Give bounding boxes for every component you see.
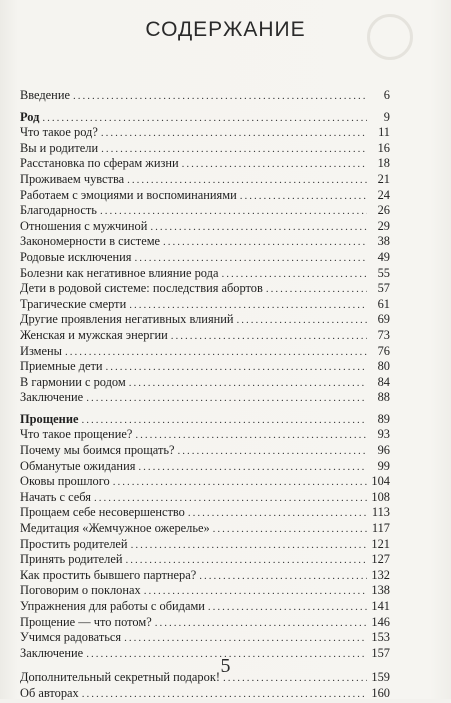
toc-entry-title: Расстановка по сферам жизни: [20, 156, 179, 171]
toc-entry-page: 57: [377, 281, 390, 296]
toc-entry[interactable]: [20, 359, 390, 375]
page-number: 5: [220, 655, 231, 677]
toc-entry-page: 49: [377, 249, 390, 264]
toc-entry-page: 69: [377, 312, 390, 327]
toc-entry[interactable]: [20, 156, 390, 172]
dot-leader: [125, 553, 367, 569]
toc-entry-title: Об авторах: [20, 685, 79, 700]
toc-entry-title: Болезни как негативное влияние рода: [20, 265, 219, 280]
dot-leader: [81, 413, 367, 429]
toc-entry-page: 108: [371, 489, 390, 504]
dot-leader: [65, 345, 367, 361]
toc-entry[interactable]: [20, 328, 390, 344]
toc-entry-title: Род: [20, 109, 40, 124]
toc-entry-page: 24: [377, 187, 390, 202]
toc-entry-page: 93: [377, 427, 390, 442]
toc-entry-page: 9: [383, 109, 390, 124]
toc-entry-title: Другие проявления негативных влияний: [20, 312, 234, 327]
dot-leader: [155, 616, 367, 632]
toc-entry[interactable]: [20, 521, 390, 537]
toc-entry[interactable]: [20, 599, 390, 615]
toc-entry-page: 73: [377, 327, 390, 342]
dot-leader: [163, 235, 367, 251]
toc-entry-title: Что такое род?: [20, 125, 98, 140]
toc-entry-page: 146: [371, 614, 390, 629]
toc-entry[interactable]: [20, 234, 390, 250]
page-title: СОДЕРЖАНИЕ: [145, 18, 306, 41]
toc-entry-title: Отношения с мужчиной: [20, 218, 148, 233]
toc-entry-title: Медитация «Жемчужное ожерелье»: [20, 521, 210, 536]
toc-entry-page: 99: [377, 458, 390, 473]
toc-entry-title: Как простить бывшего партнера?: [20, 567, 197, 582]
dot-leader: [42, 111, 367, 127]
toc-entry-title: Работаем с эмоциями и воспоминаниями: [20, 187, 237, 202]
toc-entry-title: Поговорим о поклонах: [20, 583, 141, 598]
dot-leader: [82, 687, 367, 703]
toc-entry-title: Упражнения для работы с обидами: [20, 599, 205, 613]
toc-entry-page: 160: [371, 685, 390, 700]
dot-leader: [144, 584, 367, 600]
toc-entry-page: 132: [371, 567, 390, 582]
dot-leader: [208, 600, 367, 616]
toc-entry-page: 16: [377, 140, 390, 155]
toc-entry[interactable]: [20, 297, 390, 313]
toc-entry[interactable]: [20, 125, 390, 141]
toc-entry-page: 76: [377, 343, 390, 358]
toc-entry-title: Дети в родовой системе: последствия абортов: [20, 281, 263, 296]
dot-leader: [135, 251, 367, 267]
toc-entry[interactable]: [20, 615, 390, 631]
toc-entry-page: 153: [371, 630, 390, 645]
dot-leader: [221, 267, 367, 283]
toc-entry-page: 104: [371, 474, 390, 489]
toc-entry[interactable]: [20, 375, 390, 391]
toc-entry-page: 117: [371, 521, 390, 536]
toc-section-heading[interactable]: [20, 412, 390, 428]
dot-leader: [171, 329, 367, 345]
toc-entry-title: Дополнительный секретный подарок!: [20, 670, 220, 685]
toc-entry[interactable]: [20, 459, 390, 475]
dot-leader: [94, 491, 367, 507]
toc-entry-title: Трагические смерти: [20, 296, 127, 311]
toc-entry-title: Проживаем чувства: [20, 171, 125, 186]
toc-entry-title: Закономерности в системе: [20, 234, 161, 249]
toc-entry-page: 55: [377, 265, 390, 280]
toc-entry[interactable]: [20, 505, 390, 521]
toc-entry-page: 159: [371, 670, 390, 685]
dot-leader: [138, 460, 367, 476]
toc-entry[interactable]: [20, 141, 390, 157]
toc-entry[interactable]: [20, 219, 390, 235]
dot-leader: [240, 189, 367, 205]
dot-leader: [135, 428, 367, 444]
dot-leader: [113, 475, 367, 491]
toc-entry-title: Введение: [20, 88, 70, 102]
toc-entry-title: Простить родителей: [20, 536, 128, 551]
dot-leader: [124, 631, 367, 647]
toc-entry-page: 96: [377, 443, 390, 458]
toc-entry[interactable]: [20, 203, 390, 219]
toc-entry-page: 61: [377, 296, 390, 311]
toc-entry-title: Родовые исключения: [20, 249, 132, 264]
toc-entry-page: 38: [377, 234, 390, 249]
toc-entry-page: 89: [377, 411, 390, 426]
toc-entry[interactable]: [20, 552, 390, 568]
toc-entry[interactable]: [20, 312, 390, 328]
toc-entry[interactable]: [20, 537, 390, 553]
toc-entry[interactable]: [20, 443, 390, 459]
toc-entry-title: Заключение: [20, 645, 84, 660]
toc-entry[interactable]: [20, 250, 390, 266]
toc-entry[interactable]: [20, 390, 390, 406]
toc-entry-title: Что такое прощение?: [20, 427, 133, 442]
toc-entry-page: 138: [371, 583, 390, 598]
dot-leader: [188, 506, 367, 522]
dot-leader: [131, 538, 367, 554]
toc-entry-page: 18: [377, 156, 390, 171]
toc-entry[interactable]: [20, 344, 390, 360]
dot-leader: [266, 282, 367, 298]
toc-entry-title: Почему мы боимся прощать?: [20, 443, 175, 458]
toc-entry-title: Обманутые ожидания: [20, 458, 136, 473]
toc-entry-title: Принять родителей: [20, 552, 123, 567]
toc-entry-page: 80: [377, 359, 390, 374]
toc-entry[interactable]: [20, 490, 390, 506]
toc-entry[interactable]: [20, 188, 390, 204]
dot-leader: [73, 89, 367, 105]
toc-entry-title: Измены: [20, 343, 62, 358]
toc-entry-page: 88: [377, 390, 390, 405]
toc-entry-title: Прощение — что потом?: [20, 614, 152, 629]
toc-entry[interactable]: [20, 427, 390, 443]
toc-entry-title: В гармонии с родом: [20, 374, 126, 389]
dot-leader: [129, 298, 367, 314]
dot-leader: [182, 157, 367, 173]
toc-entry-title: Прощение: [20, 411, 79, 426]
toc-entry[interactable]: [20, 172, 390, 188]
toc-entry-page: 113: [371, 505, 390, 520]
dot-leader: [129, 376, 367, 392]
toc-entry-page: 21: [377, 171, 390, 186]
toc-entry-title: Приемные дети: [20, 359, 103, 374]
toc-entry[interactable]: [20, 88, 390, 104]
toc-entry-title: Вы и родители: [20, 140, 99, 155]
table-of-contents: [20, 88, 390, 702]
toc-entry-title: Женская и мужская энергии: [20, 327, 168, 342]
toc-entry-page: 6: [383, 88, 390, 102]
toc-entry-page: 26: [377, 203, 390, 218]
toc-entry-page: 11: [378, 125, 390, 140]
toc-entry[interactable]: [20, 630, 390, 646]
dot-leader: [100, 204, 367, 220]
toc-entry-title: Благодарность: [20, 203, 97, 218]
toc-entry-page: 84: [377, 374, 390, 389]
toc-entry-title: Прощаем себе несовершенство: [20, 505, 185, 520]
toc-entry-title: Заключение: [20, 390, 84, 405]
dot-leader: [86, 391, 367, 407]
toc-entry-page: 127: [371, 552, 390, 567]
toc-entry-title: Оковы прошлого: [20, 474, 110, 489]
toc-entry[interactable]: [20, 686, 390, 702]
dot-leader: [127, 173, 367, 189]
toc-entry[interactable]: [20, 474, 390, 490]
dot-leader: [150, 220, 367, 236]
dot-leader: [213, 522, 367, 538]
toc-entry-page: 157: [371, 645, 390, 660]
toc-entry[interactable]: [20, 266, 390, 282]
dot-leader: [199, 569, 367, 585]
toc-entry[interactable]: [20, 568, 390, 584]
toc-entry-page: 141: [371, 599, 390, 613]
toc-entry-title: Учимся радоваться: [20, 630, 122, 645]
dot-leader: [101, 126, 367, 142]
toc-entry[interactable]: [20, 281, 390, 297]
toc-entry-page: 121: [371, 536, 390, 551]
toc-entry-title: Начать с себя: [20, 489, 91, 504]
toc-entry[interactable]: [20, 583, 390, 599]
dot-leader: [106, 360, 367, 376]
toc-entry-page: 29: [377, 218, 390, 233]
dot-leader: [237, 313, 367, 329]
toc-section-heading[interactable]: [20, 110, 390, 126]
dot-leader: [178, 444, 367, 460]
dot-leader: [101, 142, 367, 158]
